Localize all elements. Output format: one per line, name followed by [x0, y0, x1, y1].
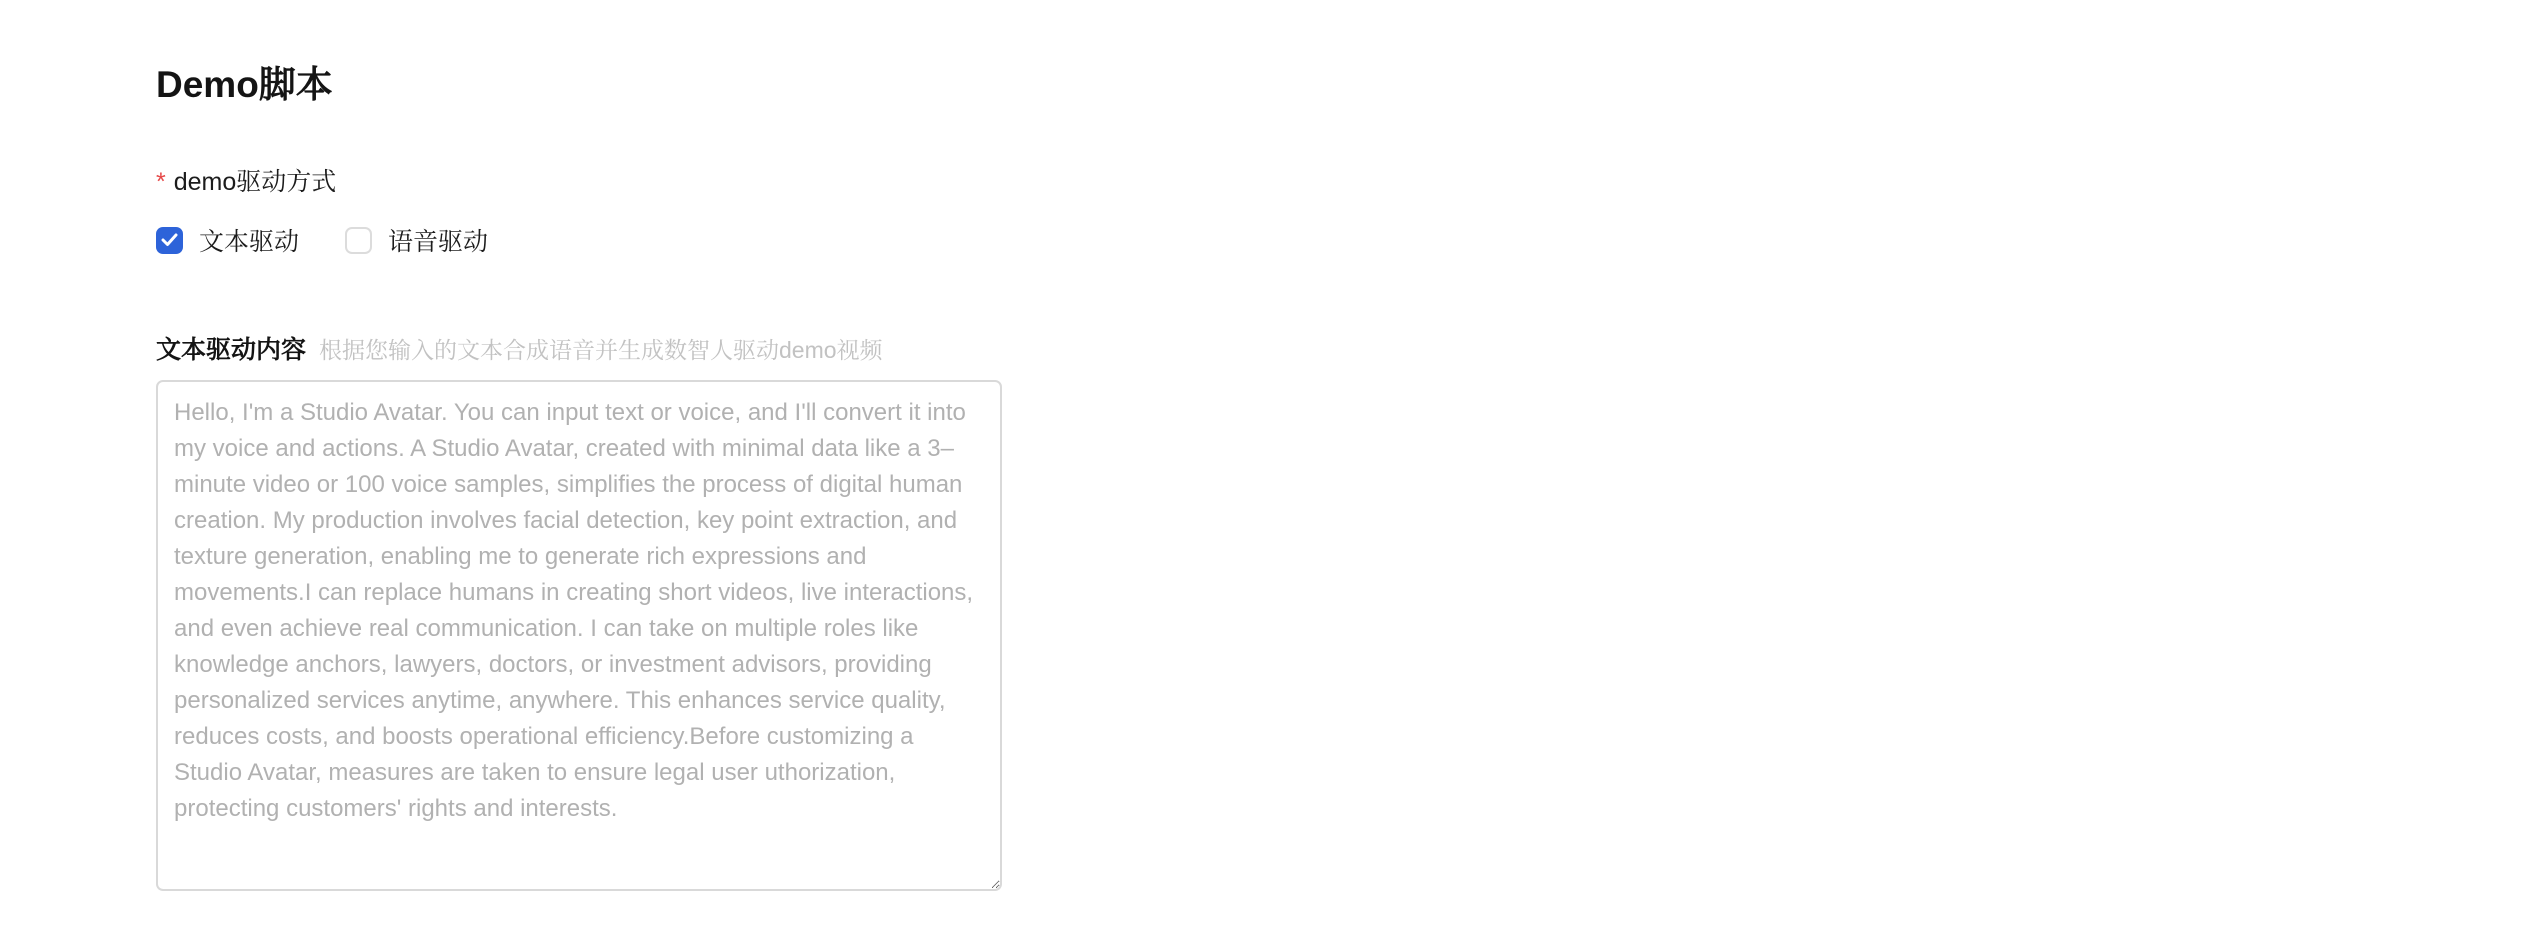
drive-method-label: demo驱动方式 [173, 168, 337, 196]
text-content-hint: 根据您输入的文本合成语音并生成数智人驱动demo视频 [319, 337, 883, 363]
check-icon [161, 233, 178, 247]
checkbox-text-drive[interactable] [156, 227, 183, 254]
checkbox-item-text-drive[interactable] [156, 222, 299, 258]
text-content-textarea[interactable] [156, 380, 1002, 891]
checkbox-voice-drive[interactable] [345, 227, 372, 254]
checkbox-item-voice-drive[interactable] [345, 222, 488, 258]
text-content-label: 文本驱动内容 [156, 336, 307, 364]
drive-method-options [156, 222, 2536, 258]
page-title: Demo脚本 [156, 64, 333, 105]
drive-method-label-row [156, 168, 2536, 196]
required-asterisk: * [156, 168, 166, 196]
checkbox-label-voice-drive: 语音驱动 [388, 228, 489, 256]
checkbox-label-text-drive: 文本驱动 [199, 228, 300, 256]
text-content-field [156, 330, 2536, 891]
drive-method-field [156, 168, 2536, 258]
text-content-label-row [156, 330, 2536, 366]
